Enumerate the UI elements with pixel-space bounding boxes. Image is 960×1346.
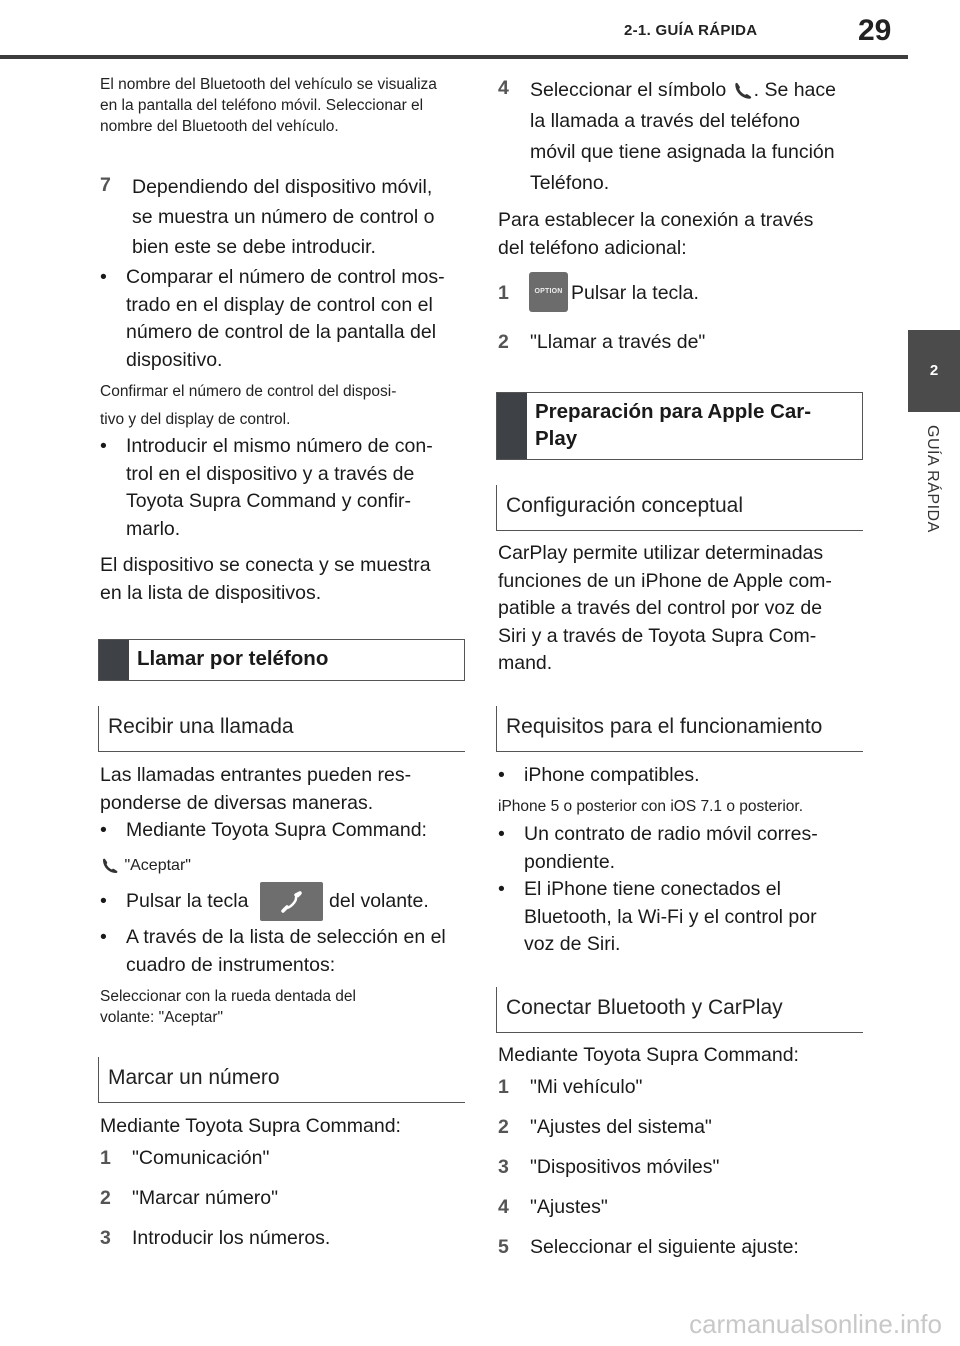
subheading-connect (496, 987, 863, 1033)
text-line: Para establecer la conexión a través (498, 209, 814, 231)
phone-icon (100, 856, 120, 876)
step-text: . Se hace (753, 79, 836, 101)
bullet-text: Mediante Toyota Supra Command: (126, 819, 427, 841)
heading-text: Llamar por teléfono (137, 647, 329, 670)
subheading-concept (496, 485, 863, 531)
bullet-icon: • (100, 890, 107, 912)
step-number: 2 (100, 1187, 111, 1209)
subheading-text: Recibir una llamada (108, 715, 294, 738)
bullet-line: Toyota Supra Command y confir- (126, 490, 412, 512)
step-number: 4 (498, 77, 509, 99)
bullet-line: marlo. (126, 517, 181, 540)
bullet-line: Comparar el número de control mos- (126, 266, 445, 288)
subheading-receive (98, 706, 465, 752)
subheading-text: Requisitos para el funcionamiento (506, 715, 823, 738)
step-number: 1 (498, 282, 509, 304)
section-title: 2-1. GUÍA RÁPIDA (624, 22, 758, 39)
bullet-icon: • (498, 764, 505, 786)
step-number: 1 (100, 1147, 111, 1169)
step-number: 3 (498, 1156, 509, 1178)
step-number: 5 (498, 1236, 509, 1258)
text-line: CarPlay permite utilizar determinadas (498, 542, 824, 564)
step-text: "Mi vehículo" (530, 1076, 643, 1098)
step-line: la llamada a través del teléfono (530, 110, 800, 132)
step-line: bien este se debe introducir. (132, 236, 376, 258)
step-line: se muestra un número de control o (132, 206, 435, 228)
bullet-line: cuadro de instrumentos: (126, 953, 336, 976)
bullet-line: A través de la lista de selección en el (126, 926, 446, 948)
dial-steps (100, 1145, 470, 1265)
step-text: Seleccionar el siguiente ajuste: (530, 1236, 799, 1258)
extra-step-1 (498, 272, 868, 314)
bullet-icon: • (498, 878, 505, 900)
bullet-icon: • (100, 926, 107, 948)
step-number: 1 (498, 1076, 509, 1098)
text-line: Las llamadas entrantes pueden res- (100, 764, 412, 786)
note-confirm (100, 378, 396, 434)
step-line: móvil que tiene asignada la función (530, 141, 835, 163)
subheading-text: Conectar Bluetooth y CarPlay (506, 996, 783, 1019)
step-line: Dependiendo del dispositivo móvil, (132, 176, 433, 198)
step-number: 4 (498, 1196, 509, 1218)
heading-line: Preparación para Apple Car- (535, 400, 812, 423)
option-key-icon: OPTION (529, 272, 568, 312)
concept-text (498, 540, 832, 678)
extra-phone-text (498, 207, 813, 262)
note-line: Seleccionar con la rueda dentada del (100, 988, 356, 1005)
step-number: 3 (100, 1227, 111, 1249)
subheading-dial (98, 1057, 465, 1103)
subheading-requirements (496, 706, 863, 752)
text-line: Siri y a través de Toyota Supra Com- (498, 624, 817, 647)
bullet-line: Bluetooth, la Wi-Fi y el control por (524, 905, 817, 928)
intro-text: El nombre del Bluetooth del vehículo se visualiza en la pantalla del teléfono móvil. Seleccionar el nombre del Bluetooth del vehículo. (100, 76, 437, 135)
req-note: iPhone 5 o posterior con iOS 7.1 o posterior. (498, 798, 804, 815)
bullet-line: trol en el dispositivo y a través de (126, 462, 415, 485)
heading-bar (497, 393, 527, 459)
bullet-line: Un contrato de radio móvil corres- (524, 823, 818, 845)
header-rule (0, 55, 908, 59)
step-text: "Llamar a través de" (530, 331, 706, 353)
receive-text (100, 762, 411, 817)
bullet-text: Pulsar la tecla (126, 890, 249, 912)
chapter-label: GUÍA RÁPIDA (924, 425, 941, 533)
heading-call (98, 639, 465, 681)
bullet-line: dispositivo. (126, 348, 223, 371)
text-line: del teléfono adicional: (498, 236, 687, 259)
step-line: Teléfono. (530, 172, 610, 194)
heading-carplay (496, 392, 863, 460)
connected-text (100, 552, 431, 607)
watermark: carmanualsonline.info (689, 1309, 942, 1339)
accept-text: "Aceptar" (124, 857, 191, 874)
page-number: 29 (858, 14, 892, 47)
accept-line (100, 855, 191, 876)
step-text: "Marcar número" (132, 1187, 279, 1209)
heading-line: Play (535, 427, 578, 450)
note-line: Confirmar el número de control del disposi- (100, 383, 397, 400)
bullet-icon: • (100, 435, 107, 457)
step-text: "Dispositivos móviles" (530, 1156, 720, 1178)
bullet-icon: • (100, 266, 107, 288)
step-text: "Ajustes" (530, 1196, 608, 1218)
bullet-line: voz de Siri. (524, 933, 621, 955)
step-text: "Ajustes del sistema" (530, 1116, 712, 1138)
text-line: patible a través del control por voz de (498, 597, 823, 619)
step-number: 7 (100, 174, 111, 196)
step-4 (498, 75, 868, 200)
dial-intro: Mediante Toyota Supra Command: (100, 1115, 401, 1137)
note-line: volante: "Aceptar" (100, 1009, 224, 1026)
bullet-line: trado en el display de control con el (126, 293, 433, 316)
text-line: en la lista de dispositivos. (100, 581, 322, 604)
bullet-text: del volante. (329, 890, 429, 912)
subheading-text: Configuración conceptual (506, 494, 743, 517)
heading-text (535, 398, 811, 452)
bullet-line: pondiente. (524, 850, 616, 873)
bullet-line: Introducir el mismo número de con- (126, 435, 433, 457)
step-number: 2 (498, 1116, 509, 1138)
text-line: El dispositivo se conecta y se muestra (100, 554, 431, 576)
heading-bar (99, 640, 129, 680)
step-text: Seleccionar el símbolo (530, 79, 727, 101)
step-number: 2 (498, 331, 509, 353)
text-line: ponderse de diversas maneras. (100, 791, 374, 814)
text-line: mand. (498, 652, 553, 674)
step-text: "Comunicación" (132, 1147, 270, 1169)
steering-phone-key (260, 882, 323, 921)
phone-icon (732, 80, 754, 102)
step-line (530, 75, 836, 106)
receive-note (100, 986, 356, 1028)
step-text: Introducir los números. (132, 1227, 331, 1249)
step-text: Pulsar la tecla. (571, 282, 699, 304)
bullet-line: El iPhone tiene conectados el (524, 878, 781, 900)
bullet-line: número de control de la pantalla del (126, 321, 437, 343)
bullet-text: iPhone compatibles. (524, 764, 700, 786)
connect-intro: Mediante Toyota Supra Command: (498, 1044, 799, 1066)
chapter-tab: 2 (908, 330, 960, 412)
phone-icon (260, 882, 323, 921)
bullet-icon: • (100, 819, 107, 841)
bullet-icon: • (498, 823, 505, 845)
note-line: tivo y del display de control. (100, 411, 291, 428)
connect-steps (498, 1074, 868, 1274)
subheading-text: Marcar un número (108, 1066, 280, 1089)
text-line: funciones de un iPhone de Apple com- (498, 569, 832, 592)
